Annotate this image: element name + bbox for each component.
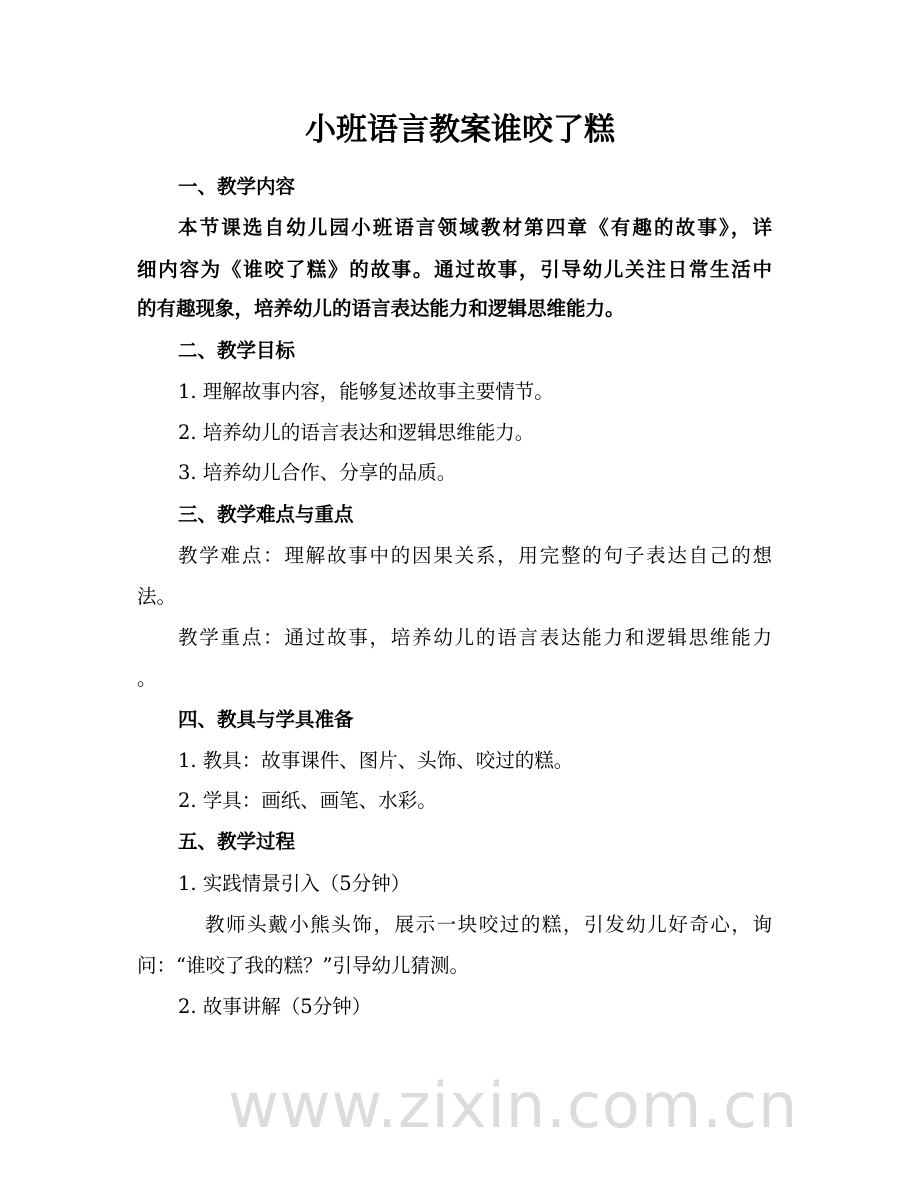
paragraph-line: 问：“谁咬了我的糕？”引导幼儿猜测。 [137,954,469,977]
paragraph-line: 教师头戴小熊头饰，展示一块咬过的糕，引发幼儿好奇心，询 [205,913,772,936]
paragraph-line: 的有趣现象，培养幼儿的语言表达能力和逻辑思维能力。 [137,297,625,320]
section-heading: 四、教具与学具准备 [178,708,354,731]
paragraph-line: 法。 [137,585,177,608]
watermark: www.zixin.com.cn [228,1069,799,1142]
paragraph-line: 教学难点：理解故事中的因果关系，用完整的句子表达自己的想 [178,544,772,567]
paragraph-line: 教学重点：通过故事，培养幼儿的语言表达能力和逻辑思维能力 [178,626,772,649]
paragraph-line: 。 [137,667,157,690]
page-title: 小班语言教案谁咬了糕 [305,112,615,148]
list-item: 2. 学具：画纸、画笔、水彩。 [178,789,437,812]
list-item: 3. 培养幼儿合作、分享的品质。 [178,461,457,484]
section-heading: 五、教学过程 [178,830,296,853]
section-heading: 三、教学难点与重点 [178,503,354,526]
list-item: 2. 培养幼儿的语言表达和逻辑思维能力。 [178,421,535,444]
list-item: 1. 理解故事内容，能够复述故事主要情节。 [178,380,554,403]
paragraph-line: 本节课选自幼儿园小班语言领域教材第四章《有趣的故事》，详 [178,216,772,239]
section-heading: 一、教学内容 [178,175,296,198]
list-item: 1. 教具：故事课件、图片、头饰、咬过的糕。 [178,749,574,772]
section-heading: 二、教学目标 [178,339,296,362]
paragraph-line: 细内容为《谁咬了糕》的故事。通过故事，引导幼儿关注日常生活中 [137,258,772,281]
list-item: 2. 故事讲解（5分钟） [178,995,372,1018]
list-item: 1. 实践情景引入（5分钟） [178,872,411,895]
